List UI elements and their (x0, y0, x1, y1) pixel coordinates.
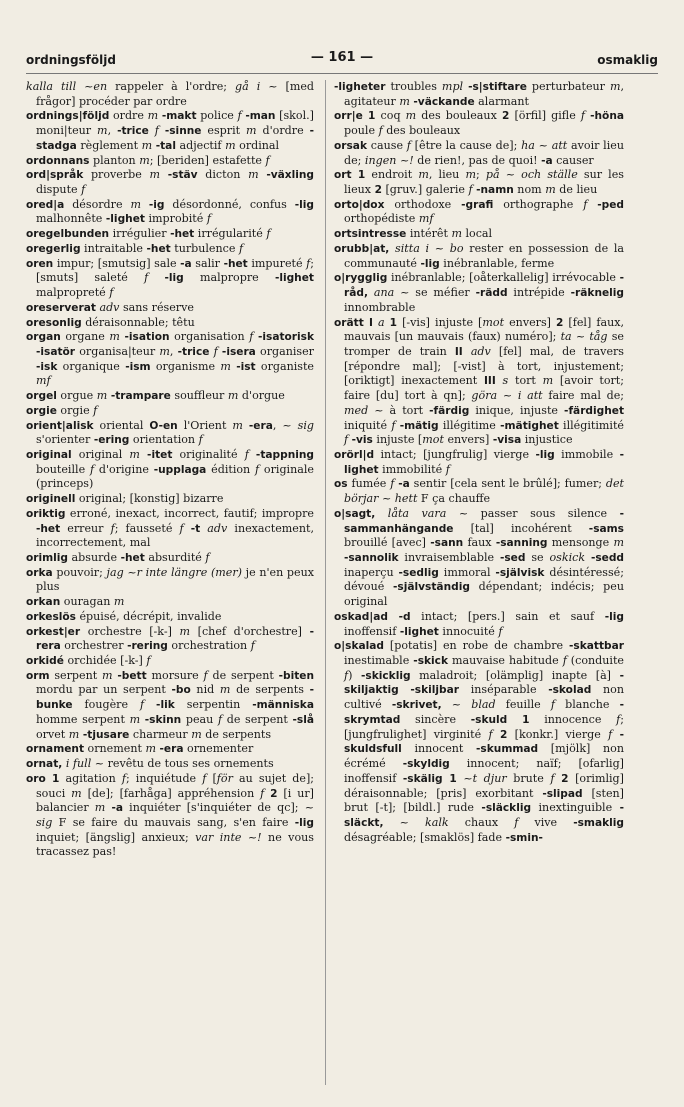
dictionary-entry: oreserverat adv sans réserve (26, 300, 194, 314)
dictionary-entry: ornament ornement m -era ornementer (26, 742, 254, 756)
dictionary-entry: orsak cause f [être la cause de]; ha ~ att avoir lieu de; ingen ~! de rien!, pas de quoi! -a causer (334, 138, 624, 167)
dictionary-entry: ored|a désordre m -ig désordonné, confus -lig malhonnête -lighet improbité f (26, 197, 314, 226)
page-header (26, 50, 658, 70)
dictionary-entry: original original m -itet originalité f -tappning bouteille f d'origine -upplaga édition f originale (princeps) (26, 447, 314, 491)
dictionary-entry: ort 1 endroit m, lieu m; på ~ och ställe sur les lieux 2 [gruv.] galerie f -namn nom m de lieu (334, 168, 624, 197)
dictionary-entry: orkeslös épuisé, décrépit, invalide (26, 609, 222, 623)
dictionary-entry: oriktig erroné, inexact, incorrect, fautif; impropre -het erreur f; fausseté f -t adv inexactement, incorrectement, mal (26, 506, 314, 550)
dictionary-entry: orubb|at, sitta i ~ bo rester en possession de la communauté -lig inébranlable, ferme (334, 241, 624, 270)
dictionary-entry: -ligheter troubles mpl -s|stiftare perturbateur m, agitateur m -väckande alarmant (334, 80, 625, 108)
dictionary-entry: oregerlig intraitable -het turbulence f (26, 241, 244, 255)
dictionary-entry: oro 1 agitation f; inquiétude f [för au sujet de]; souci m [de]; [farhåga] appréhension f 2 [i ur] balancier m -a inquiéter [s'inquiéter de qc]; ~ sig F se faire du mauvais sang, s'en faire -lig inquiet; [ängslig] anxieux; var inte ~! ne vous tracassez pas! (26, 771, 315, 859)
dictionary-entry: orm serpent m -bett morsure f de serpent -biten mordu par un serpent -bo nid m de serpents -bunke fougère f -lik serpentin -människa homme serpent m -skinn peau f de serpent -slå orvet m -tjusare charmeur m de serpents (26, 668, 315, 741)
column-divider (325, 80, 326, 1085)
dictionary-entry: orkest|er orchestre [-k-] m [chef d'orchestre] -rera orchestrer -rering orchestration f (26, 624, 315, 653)
header-guide-word-left: ordningsföljd (26, 53, 116, 67)
dictionary-entry: orgel orgue m -trampare souffleur m d'orgue (26, 389, 285, 403)
dictionary-entry: orka pouvoir; jag ~r inte längre (mer) je n'en peux plus (26, 565, 314, 594)
dictionary-entry: oresonlig déraisonnable; têtu (26, 315, 195, 329)
dictionary-entry: oren impur; [smutsig] sale -a salir -het impureté f; [smuts] saleté f -lig malpropre -lighet malpropreté f (26, 256, 314, 300)
dictionary-entry: orto|dox orthodoxe -grafi orthographe f -ped orthopédiste mf (334, 197, 624, 226)
right-column (334, 80, 624, 845)
dictionary-entry: oregelbunden irrégulier -het irrégularité f (26, 227, 271, 241)
dictionary-entry: os fumée f -a sentir [cela sent le brûlé]; fumer; det börjar ~ hett F ça chauffe (334, 477, 624, 506)
dictionary-entry: kalla till ~en rappeler à l'ordre; gå i ~ [med frågor] procéder par ordre (26, 80, 314, 108)
header-guide-word-right: osmaklig (597, 53, 658, 67)
left-column (26, 80, 314, 860)
dictionary-entry: o|rygglig inébranlable; [oåterkallelig] irrévocable -råd, ana ~ se méfier -rädd intrépide -räknelig innombrable (334, 271, 625, 314)
header-rule (26, 73, 658, 74)
dictionary-entry: orörl|d intact; [jungfrulig] vierge -lig immobile -lighet immobilité f (334, 447, 624, 476)
dictionary-entry: o|sagt, låta vara ~ passer sous silence -sammanhängande [tal] incohérent -sams brouillé [avec] -sann faux -sanning mensonge m -sannolik invraisemblable -sed se oskick -sedd inaperçu -sedlig immoral -självisk désintéressé; dévoué -självständig dépendant; indécis; peu original (334, 506, 625, 609)
dictionary-entry: organ organe m -isation organisation f -isatorisk -isatör organisa|teur m, -trice f -isera organiser -isk organique -ism organisme m -ist organiste mf (26, 330, 315, 388)
dictionary-entry: ordnings|följd ordre m -makt police f -man [skol.] moni|teur m, -trice f -sinne esprit m d'ordre -stadga règlement m -tal adjectif m ordinal (26, 109, 314, 152)
dictionary-entry: ornat, i full ~ revêtu de tous ses ornements (26, 757, 274, 771)
page-number: — 161 — (310, 50, 374, 65)
dictionary-entry: oskad|ad -d intact; [pers.] sain et sauf -lig inoffensif -lighet innocuité f (334, 609, 625, 638)
dictionary-entry: ord|språk proverbe m -stäv dicton m -växling dispute f (26, 168, 314, 197)
dictionary-entry: orkan ouragan m (26, 595, 125, 609)
dictionary-entry: orgie orgie f (26, 403, 98, 417)
dictionary-entry: ortsintresse intérêt m local (334, 227, 493, 241)
dictionary-entry: orätt I a 1 [-vis] injuste [mot envers] 2 [fel] faux, mauvais [un mauvais (faux) numéro]; ta ~ tåg se tromper de train II adv [fel] mal, de travers [répondre mal]; [-vist] à tort, injustement; [oriktigt] inexactement III s tort m [avoir tort; faire [du] tort à qn]; göra ~ i att faire mal de; med ~ à tort -färdig inique, injuste -färdighet iniquité f -mätig illégitime -mätighet illégitimité f -vis injuste [mot envers] -visa injustice (334, 315, 625, 447)
dictionary-entry: originell original; [konstig] bizarre (26, 492, 224, 506)
dictionary-entry: orr|e 1 coq m des bouleaux 2 [örfil] gifle f -höna poule f des bouleaux (334, 109, 625, 138)
dictionary-entry: orient|alisk oriental O-en l'Orient m -era, ~ sig s'orienter -ering orientation f (26, 418, 315, 447)
dictionary-entry: orkidé orchidée [-k-] f (26, 654, 151, 668)
dictionary-entry: o|skalad [potatis] en robe de chambre -skattbar inestimable -skick mauvaise habitude f (conduite f) -skicklig maladroit; [olämplig] inapte [à] -skiljaktig -skiljbar inséparable -skolad non cultivé -skrivet, ~ blad feuille f blanche -skrymtad sincère -skuld 1 innocence f; [jungfrulighet] virginité f 2 [konkr.] vierge f -skuldsfull innocent -skummad [mjölk] non écrémé -skyldig innocent; naïf; [ofarlig] inoffensif -skälig 1 ~t djur brute f 2 [orimlig] déraisonnable; [pris] exorbitant -slipad [sten] brut [-t]; [bildl.] rude -släcklig inextinguible -släckt, ~ kalk chaux f vive -smaklig désagréable; [smaklös] fade -smin- (334, 639, 625, 844)
dictionary-entry: ordonnans planton m; [beriden] estafette f (26, 153, 270, 167)
dictionary-entry: orimlig absurde -het absurdité f (26, 551, 210, 564)
